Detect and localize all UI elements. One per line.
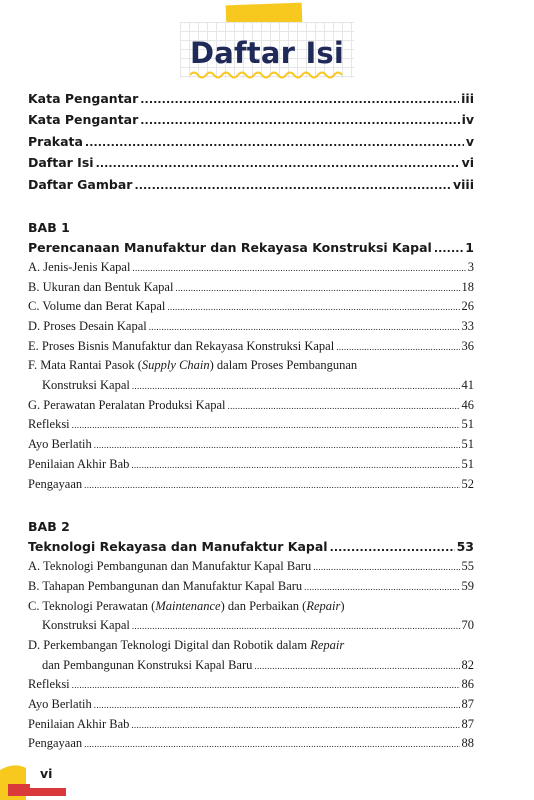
chapter-label: BAB 2 xyxy=(28,519,70,535)
toc-entry[interactable]: E. Proses Bisnis Manufaktur dan Rekayasa Konstruksi Kapal ..... 36 xyxy=(28,337,474,357)
toc-entry-line1[interactable]: F. Mata Rantai Pasok (Supply Chain) dalam Proses Pembangunan xyxy=(28,358,358,373)
page-title: Daftar Isi xyxy=(189,36,345,70)
toc-entry[interactable]: Kata Pengantar ..... iii xyxy=(28,88,474,109)
toc-entry[interactable]: Daftar Gambar ..... viii xyxy=(28,174,474,195)
toc-entry[interactable]: Refleksi ..... 86 xyxy=(28,675,474,695)
toc-entry[interactable]: Ayo Berlatih ..... 87 xyxy=(28,695,474,715)
toc-entry[interactable]: Prakata ..... v xyxy=(28,131,474,152)
wave-decoration xyxy=(190,70,344,80)
chapter-label: BAB 1 xyxy=(28,219,70,235)
toc-entry[interactable]: Daftar Isi ..... vi xyxy=(28,152,474,173)
toc-entry[interactable]: B. Tahapan Pembangunan dan Manufaktur Kapal Baru ..... 59 xyxy=(28,577,474,597)
toc-entry[interactable]: C. Volume dan Berat Kapal ..... 26 xyxy=(28,297,474,317)
toc-entry[interactable]: D. Proses Desain Kapal ..... 33 xyxy=(28,317,474,337)
page-number: vi xyxy=(40,766,53,781)
toc-entry[interactable]: A. Jenis-Jenis Kapal ..... 3 xyxy=(28,258,474,278)
toc-entry-line2[interactable]: Konstruksi Kapal ..... 41 xyxy=(28,376,474,396)
chapter-heading[interactable]: Perencanaan Manufaktur dan Rekayasa Konstruksi Kapal ..... 1 xyxy=(28,237,474,258)
page-corner-decoration xyxy=(0,758,70,800)
toc-entry[interactable]: G. Perawatan Peralatan Produksi Kapal ..... 46 xyxy=(28,396,474,416)
toc-entry-line1[interactable]: C. Teknologi Perawatan (Maintenance) dan Perbaikan (Repair) xyxy=(28,598,345,613)
toc-entry[interactable]: Pengayaan ..... 52 xyxy=(28,475,474,495)
toc-entry-line1[interactable]: D. Perkembangan Teknologi Digital dan Robotik dalam Repair xyxy=(28,637,345,652)
toc-entry-line2[interactable]: Konstruksi Kapal ..... 70 xyxy=(28,616,474,636)
toc-entry-line2[interactable]: dan Pembangunan Konstruksi Kapal Baru ..... 82 xyxy=(28,656,474,676)
toc-entry[interactable]: Kata Pengantar ..... iv xyxy=(28,109,474,130)
table-of-contents xyxy=(28,88,474,754)
toc-entry[interactable]: Pengayaan ..... 88 xyxy=(28,734,474,754)
toc-entry[interactable]: B. Ukuran dan Bentuk Kapal ..... 18 xyxy=(28,278,474,298)
toc-entry[interactable]: Penilaian Akhir Bab ..... 51 xyxy=(28,455,474,475)
toc-entry[interactable]: Penilaian Akhir Bab ..... 87 xyxy=(28,715,474,735)
chapter-heading[interactable]: Teknologi Rekayasa dan Manufaktur Kapal ..... 53 xyxy=(28,536,474,557)
toc-entry[interactable]: Ayo Berlatih ..... 51 xyxy=(28,435,474,455)
toc-entry[interactable]: A. Teknologi Pembangunan dan Manufaktur Kapal Baru ..... 55 xyxy=(28,557,474,577)
toc-entry[interactable]: Refleksi ..... 51 xyxy=(28,415,474,435)
